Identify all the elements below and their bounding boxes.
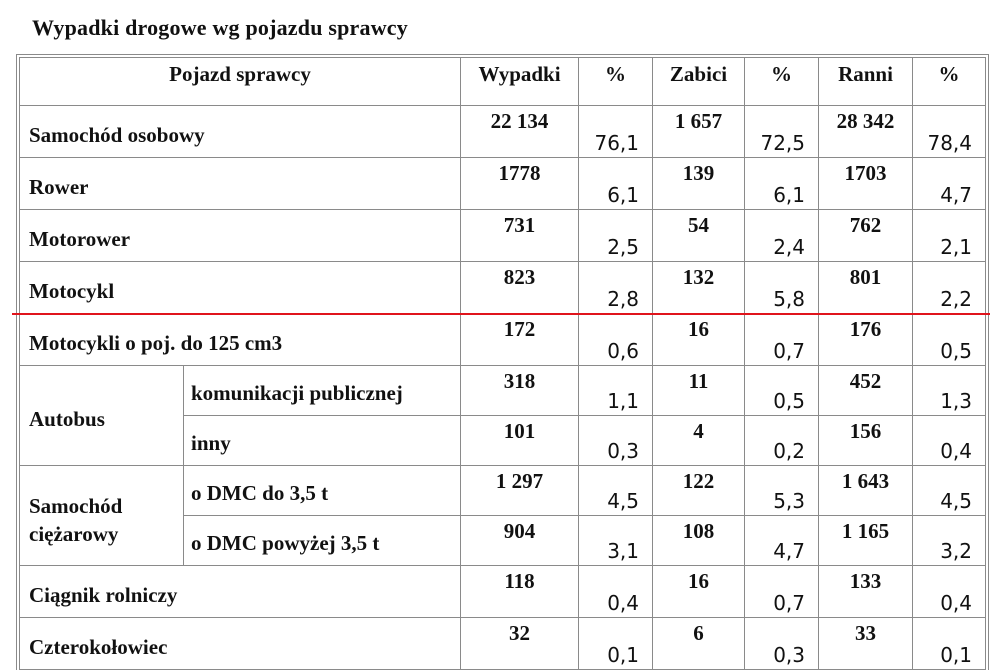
- cell-killed: 6: [653, 618, 745, 670]
- cell-accidents: 1 297: [461, 466, 579, 516]
- cell-killed: 132: [653, 262, 745, 314]
- cell-accidents-pct: 0,4: [579, 566, 653, 618]
- cell-killed-pct: 72,5: [745, 106, 819, 158]
- cell-accidents: 1778: [461, 158, 579, 210]
- cell-killed: 108: [653, 516, 745, 566]
- cell-killed-pct: 0,7: [745, 566, 819, 618]
- row-label: Motocykl: [20, 262, 461, 314]
- cell-injured: 762: [819, 210, 913, 262]
- row-label: Samochód osobowy: [20, 106, 461, 158]
- subrow-label: o DMC powyżej 3,5 t: [184, 516, 461, 566]
- header-killed: Zabici: [653, 58, 745, 106]
- subrow-label: komunikacji publicznej: [184, 366, 461, 416]
- cell-accidents-pct: 2,5: [579, 210, 653, 262]
- cell-injured-pct: 2,1: [913, 210, 986, 262]
- cell-killed-pct: 0,3: [745, 618, 819, 670]
- cell-injured: 801: [819, 262, 913, 314]
- cell-injured: 1 165: [819, 516, 913, 566]
- table-row: [20, 106, 986, 158]
- cell-killed-pct: 0,7: [745, 314, 819, 366]
- cell-killed: 16: [653, 566, 745, 618]
- cell-accidents: 101: [461, 416, 579, 466]
- page-title: Wypadki drogowe wg pojazdu sprawcy: [32, 15, 408, 40]
- cell-accidents-pct: 0,6: [579, 314, 653, 366]
- cell-injured-pct: 1,3: [913, 366, 986, 416]
- row-label: Motorower: [20, 210, 461, 262]
- table-row: [20, 210, 986, 262]
- cell-accidents-pct: 76,1: [579, 106, 653, 158]
- header-vehicle: Pojazd sprawcy: [20, 58, 461, 106]
- cell-accidents: 172: [461, 314, 579, 366]
- cell-killed: 4: [653, 416, 745, 466]
- header-injured: Ranni: [819, 58, 913, 106]
- header-killed-pct: %: [745, 58, 819, 106]
- header-injured-pct: %: [913, 58, 986, 106]
- row-label: Ciągnik rolniczy: [20, 566, 461, 618]
- group-label-truck: Samochód ciężarowy: [20, 466, 184, 566]
- cell-killed: 1 657: [653, 106, 745, 158]
- cell-accidents-pct: 0,1: [579, 618, 653, 670]
- cell-injured-pct: 0,1: [913, 618, 986, 670]
- cell-injured: 156: [819, 416, 913, 466]
- cell-accidents: 118: [461, 566, 579, 618]
- cell-injured-pct: 2,2: [913, 262, 986, 314]
- cell-accidents-pct: 1,1: [579, 366, 653, 416]
- cell-accidents-pct: 3,1: [579, 516, 653, 566]
- table-row: [20, 566, 986, 618]
- cell-accidents: 22 134: [461, 106, 579, 158]
- cell-accidents-pct: 2,8: [579, 262, 653, 314]
- cell-accidents: 731: [461, 210, 579, 262]
- cell-killed-pct: 0,5: [745, 366, 819, 416]
- cell-injured: 176: [819, 314, 913, 366]
- cell-killed: 54: [653, 210, 745, 262]
- table-header-row: [20, 58, 986, 106]
- cell-killed-pct: 2,4: [745, 210, 819, 262]
- cell-killed: 11: [653, 366, 745, 416]
- subrow-label: inny: [184, 416, 461, 466]
- cell-injured: 1703: [819, 158, 913, 210]
- cell-accidents: 904: [461, 516, 579, 566]
- header-accidents-pct: %: [579, 58, 653, 106]
- row-label: Motocykli o poj. do 125 cm3: [20, 314, 461, 366]
- cell-injured: 33: [819, 618, 913, 670]
- cell-injured: 452: [819, 366, 913, 416]
- cell-accidents: 32: [461, 618, 579, 670]
- cell-killed: 122: [653, 466, 745, 516]
- cell-killed: 139: [653, 158, 745, 210]
- cell-accidents: 318: [461, 366, 579, 416]
- cell-killed-pct: 5,3: [745, 466, 819, 516]
- row-label: Czterokołowiec: [20, 618, 461, 670]
- header-accidents: Wypadki: [461, 58, 579, 106]
- cell-killed-pct: 6,1: [745, 158, 819, 210]
- cell-injured: 133: [819, 566, 913, 618]
- cell-accidents-pct: 6,1: [579, 158, 653, 210]
- cell-injured-pct: 4,5: [913, 466, 986, 516]
- table-row: [20, 366, 986, 416]
- cell-injured-pct: 0,4: [913, 566, 986, 618]
- cell-killed-pct: 5,8: [745, 262, 819, 314]
- row-label: Rower: [20, 158, 461, 210]
- subrow-label: o DMC do 3,5 t: [184, 466, 461, 516]
- table-row: [20, 466, 986, 516]
- red-highlight-line: [12, 313, 990, 315]
- group-label-bus: Autobus: [20, 366, 184, 466]
- cell-injured-pct: 78,4: [913, 106, 986, 158]
- cell-killed: 16: [653, 314, 745, 366]
- cell-injured: 28 342: [819, 106, 913, 158]
- cell-accidents-pct: 0,3: [579, 416, 653, 466]
- table-row: [20, 618, 986, 670]
- cell-injured-pct: 0,5: [913, 314, 986, 366]
- cell-injured: 1 643: [819, 466, 913, 516]
- cell-injured-pct: 0,4: [913, 416, 986, 466]
- cell-killed-pct: 0,2: [745, 416, 819, 466]
- cell-accidents-pct: 4,5: [579, 466, 653, 516]
- cell-killed-pct: 4,7: [745, 516, 819, 566]
- cell-injured-pct: 4,7: [913, 158, 986, 210]
- table-row: [20, 314, 986, 366]
- accidents-table: [19, 57, 986, 670]
- cell-accidents: 823: [461, 262, 579, 314]
- table-row: [20, 158, 986, 210]
- cell-injured-pct: 3,2: [913, 516, 986, 566]
- table-row: [20, 262, 986, 314]
